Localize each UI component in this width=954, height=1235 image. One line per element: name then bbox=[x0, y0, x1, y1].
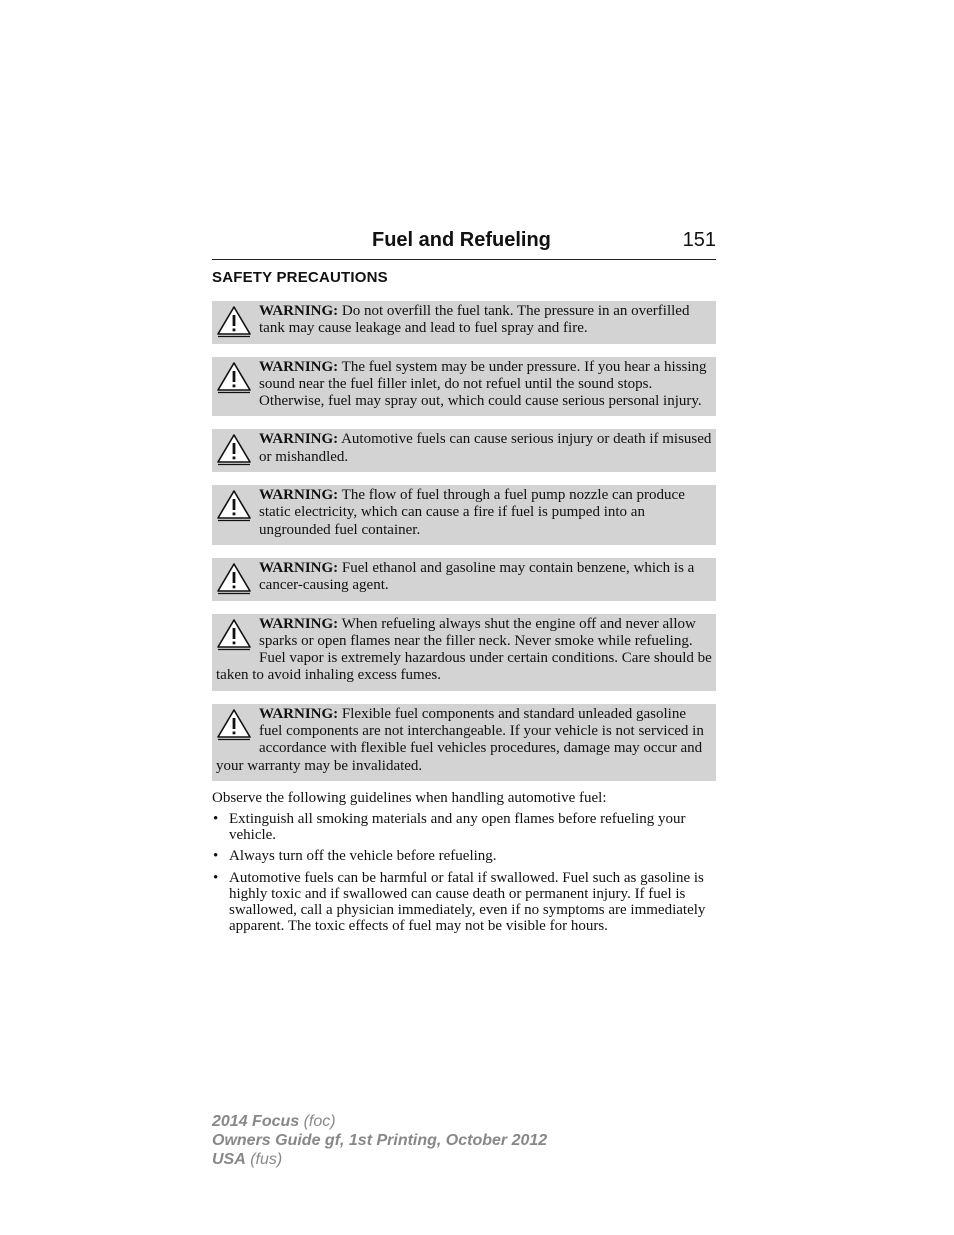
warning-text: Automotive fuels can cause serious injury or death if misused or mishandled. bbox=[259, 431, 712, 465]
manual-page bbox=[212, 229, 716, 939]
warning-label: WARNING: bbox=[259, 487, 339, 504]
warning-text: The fuel system may be under pressure. If you hear a hissing sound near the fuel filler inlet, do not refuel until the sound stops. Otherwise, fuel may spray out, which could cause serious personal injury. bbox=[259, 358, 707, 410]
warning-box bbox=[212, 614, 716, 691]
warning-triangle-icon bbox=[216, 304, 252, 338]
list-item-text: Automotive fuels can be harmful or fatal if swallowed. Fuel such as gasoline is highly toxic and if swallowed can cause death or permanent injury. If fuel is swallowed, call a physician immediately, even if no symptoms are immediately apparent. The toxic effects of fuel may not be visible for hours. bbox=[229, 869, 706, 935]
warning-box bbox=[212, 357, 716, 417]
warning-text: Fuel ethanol and gasoline may contain benzene, which is a cancer-causing agent. bbox=[259, 559, 695, 594]
list-item bbox=[212, 870, 716, 935]
warnings-list bbox=[212, 301, 716, 781]
list-item-text: Extinguish all smoking materials and any open flames before refueling your vehicle. bbox=[229, 810, 686, 844]
warning-box bbox=[212, 485, 716, 545]
warning-box bbox=[212, 558, 716, 601]
warning-triangle-icon bbox=[216, 432, 252, 466]
warning-label: WARNING: bbox=[259, 615, 339, 632]
warning-box bbox=[212, 429, 716, 472]
warning-text: Flexible fuel components and standard unleaded gasoline fuel components are not interchangeable. If your vehicle is not serviced in accordance with flexible fuel vehicles procedures, damage may occur and your warranty may be invalidated. bbox=[216, 705, 704, 774]
bullet-icon: • bbox=[213, 848, 219, 865]
footer-market-code: (fus) bbox=[245, 1151, 283, 1168]
footer-model: 2014 Focus bbox=[212, 1113, 300, 1130]
warning-text: The flow of fuel through a fuel pump nozzle can produce static electricity, which can cause a fire if fuel is pumped into an ungrounded fuel container. bbox=[259, 487, 685, 538]
warning-triangle-icon bbox=[216, 360, 252, 394]
footer-line-model bbox=[212, 1112, 547, 1131]
list-item-text: Always turn off the vehicle before refueling. bbox=[229, 848, 497, 865]
guidelines-intro: Observe the following guidelines when handling automotive fuel: bbox=[212, 789, 607, 806]
bullet-icon: • bbox=[213, 869, 219, 886]
section-title: SAFETY PRECAUTIONS bbox=[212, 269, 388, 286]
footer-market: USA bbox=[212, 1151, 246, 1168]
warning-label: WARNING: bbox=[259, 303, 339, 319]
warning-label: WARNING: bbox=[259, 559, 339, 576]
warning-text: When refueling always shut the engine off and never allow sparks or open flames near the filler neck. Never smoke while refueling. Fuel vapor is extremely hazardous under certain conditions. Care should be taken to avoid inhaling excess fumes. bbox=[216, 615, 712, 684]
warning-label: WARNING: bbox=[259, 358, 339, 375]
warning-box bbox=[212, 301, 716, 344]
warning-triangle-icon bbox=[216, 617, 252, 651]
warning-label: WARNING: bbox=[259, 705, 339, 722]
warning-triangle-icon bbox=[216, 707, 252, 741]
warning-label: WARNING: bbox=[259, 431, 339, 448]
warning-text: Do not overfill the fuel tank. The pressure in an overfilled tank may cause leakage and lead to fuel spray and fire. bbox=[259, 303, 690, 337]
page-number: 151 bbox=[682, 229, 716, 251]
chapter-title: Fuel and Refueling bbox=[372, 229, 551, 251]
page-header bbox=[212, 229, 716, 260]
warning-triangle-icon bbox=[216, 561, 252, 595]
list-item bbox=[212, 811, 716, 843]
footer-line-guide bbox=[212, 1131, 547, 1150]
footer-line-market bbox=[212, 1150, 547, 1169]
page-footer bbox=[212, 1112, 547, 1169]
footer-model-code: (foc) bbox=[299, 1113, 336, 1130]
footer-guide: Owners Guide gf, 1st Printing, October 2012 bbox=[212, 1132, 548, 1149]
bullet-icon: • bbox=[213, 810, 219, 827]
guidelines-list bbox=[212, 811, 716, 934]
list-item bbox=[212, 848, 716, 864]
warning-box bbox=[212, 704, 716, 781]
warning-triangle-icon bbox=[216, 488, 252, 522]
